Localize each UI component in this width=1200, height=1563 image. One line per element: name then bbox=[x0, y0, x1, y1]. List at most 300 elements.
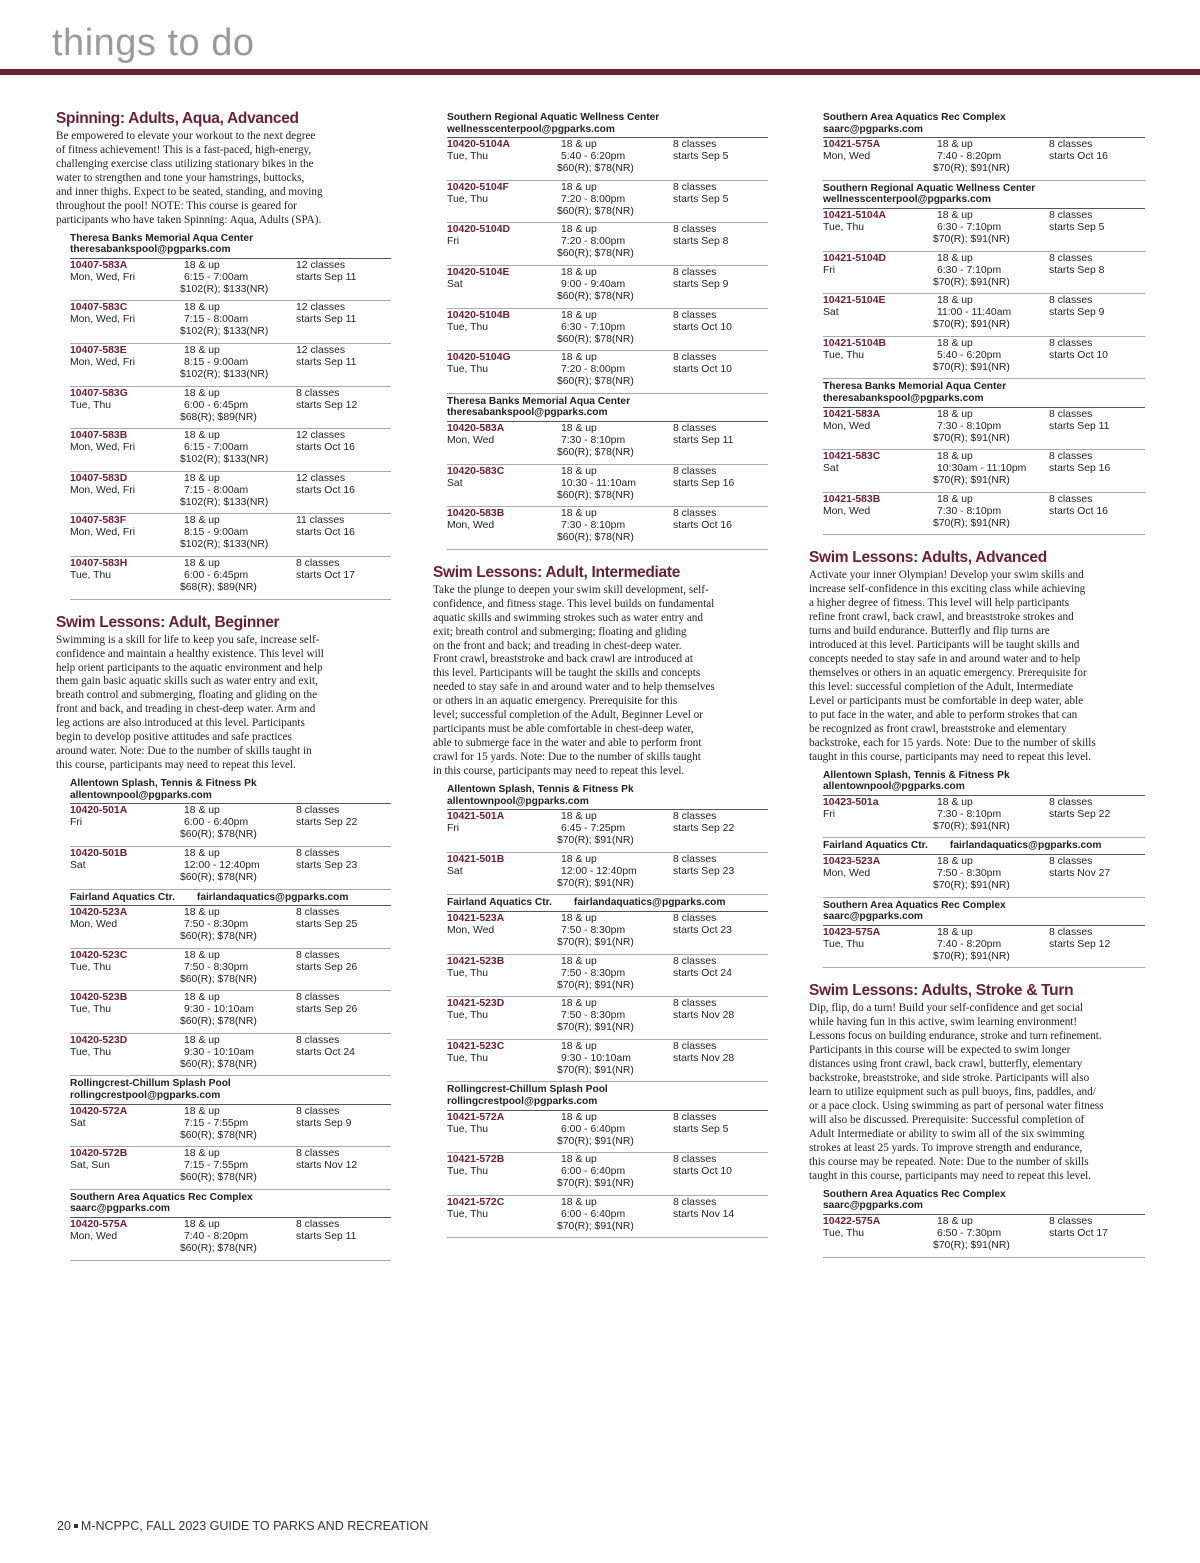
class-row bbox=[70, 472, 391, 515]
class-row bbox=[70, 1147, 391, 1190]
meeting-days: Fri bbox=[447, 236, 460, 248]
class-row bbox=[823, 138, 1145, 181]
class-row bbox=[70, 557, 391, 600]
meeting-days: Sat bbox=[447, 865, 463, 877]
meeting-days: Tue, Thu bbox=[447, 193, 489, 205]
venue-header bbox=[70, 1076, 391, 1104]
description-line: Dip, flip, do a turn! Build your self-confidence and get social bbox=[809, 1002, 1084, 1015]
description-line: or a pace clock. Using swimming as part of personal water fitness bbox=[809, 1100, 1104, 1113]
course-code: 10407-583G bbox=[70, 387, 128, 399]
course-code: 10420-572A bbox=[70, 1105, 128, 1117]
class-time: 12:00 - 12:40pm bbox=[184, 859, 260, 871]
class-count: 8 classes bbox=[1049, 796, 1093, 808]
class-row bbox=[447, 309, 768, 352]
age-range: 18 & up bbox=[184, 302, 220, 314]
class-time: 7:15 - 8:00am bbox=[184, 484, 249, 496]
start-date: starts Oct 16 bbox=[296, 484, 355, 496]
venue-name: Southern Regional Aquatic Wellness Center bbox=[447, 112, 660, 123]
meeting-days: Mon, Wed bbox=[447, 925, 495, 937]
venue-name: Southern Area Aquatics Rec Complex bbox=[823, 1188, 1006, 1200]
venue-name: Fairland Aquatics Ctr. bbox=[447, 897, 552, 909]
age-range: 18 & up bbox=[561, 181, 597, 193]
start-date: starts Sep 9 bbox=[296, 1117, 352, 1129]
venue-name: Fairland Aquatics Ctr. bbox=[823, 840, 928, 852]
class-row bbox=[823, 926, 1145, 969]
venue-email: fairlandaquatics@pgparks.com bbox=[573, 897, 726, 909]
age-range: 18 & up bbox=[184, 992, 220, 1004]
class-fee: $60(R); $78(NR) bbox=[180, 1058, 257, 1070]
course-code: 10407-583A bbox=[70, 259, 128, 271]
class-fee: $70(R); $91(NR) bbox=[933, 820, 1010, 832]
class-time: 6:00 - 6:40pm bbox=[561, 1166, 626, 1178]
venue-email: saarc@pgparks.com bbox=[823, 123, 923, 135]
course-code: 10423-501a bbox=[823, 796, 879, 808]
course-code: 10420-5104B bbox=[447, 309, 510, 321]
start-date: starts Sep 11 bbox=[296, 357, 357, 369]
start-date: starts Nov 14 bbox=[673, 1208, 735, 1220]
start-date: starts Sep 12 bbox=[1049, 938, 1111, 950]
class-count: 12 classes bbox=[296, 345, 346, 357]
description-line: increase self-confidence in this exciting class while achieving bbox=[809, 583, 1086, 596]
venue-name: Southern Area Aquatics Rec Complex bbox=[823, 899, 1006, 911]
venue-name: Fairland Aquatics Ctr. bbox=[70, 891, 175, 903]
age-range: 18 & up bbox=[561, 913, 597, 925]
course-title: Spinning: Adults, Aqua, Advanced bbox=[56, 110, 299, 127]
start-date: starts Sep 23 bbox=[673, 865, 735, 877]
age-range: 18 & up bbox=[937, 451, 973, 463]
venue-email: allentownpool@pgparks.com bbox=[70, 789, 212, 801]
meeting-days: Sat bbox=[447, 278, 463, 290]
course-code: 10407-583H bbox=[70, 558, 128, 570]
class-count: 8 classes bbox=[673, 139, 717, 151]
class-row bbox=[823, 408, 1145, 451]
meeting-days: Tue, Thu bbox=[447, 321, 489, 333]
class-time: 7:30 - 8:10pm bbox=[937, 420, 1002, 432]
description-line: confidence, and fitness stage. This level builds on fundamental bbox=[433, 597, 715, 610]
course-code: 10421-572C bbox=[447, 1196, 505, 1208]
class-fee: $70(R); $91(NR) bbox=[557, 1135, 634, 1147]
venue-schedule bbox=[447, 394, 768, 550]
age-range: 18 & up bbox=[937, 493, 973, 505]
course-code: 10420-523A bbox=[70, 907, 128, 919]
meeting-days: Sat bbox=[70, 859, 86, 871]
start-date: starts Sep 26 bbox=[296, 1004, 358, 1016]
venue-email: theresabankspool@pgparks.com bbox=[823, 392, 984, 404]
class-row bbox=[70, 387, 391, 430]
venue-name: Allentown Splash, Tennis & Fitness Pk bbox=[823, 769, 1010, 781]
course-code: 10420-583B bbox=[447, 508, 505, 520]
description-line: introduced at this level. Participants will be taught skills and bbox=[809, 639, 1080, 652]
venue-schedule bbox=[823, 379, 1145, 535]
meeting-days: Mon, Wed bbox=[447, 520, 495, 532]
class-fee: $102(R); $133(NR) bbox=[180, 496, 269, 508]
venue-email: theresabankspool@pgparks.com bbox=[447, 407, 608, 419]
course-code: 10421-523B bbox=[447, 955, 505, 967]
age-range: 18 & up bbox=[561, 1154, 597, 1166]
course-description bbox=[433, 584, 768, 779]
class-fee: $70(R); $91(NR) bbox=[557, 1022, 634, 1034]
age-range: 18 & up bbox=[561, 1196, 597, 1208]
description-line: begin to develop positive attitudes and safe practices bbox=[56, 731, 292, 744]
class-count: 8 classes bbox=[296, 847, 340, 859]
class-count: 8 classes bbox=[1049, 139, 1093, 151]
description-line: backstroke, breaststroke, and side stroke. Participants will also bbox=[809, 1072, 1090, 1085]
class-time: 6:30 - 7:10pm bbox=[561, 321, 626, 333]
description-line: distances using front crawl, back crawl, butterfly, elementary bbox=[809, 1058, 1083, 1071]
class-row bbox=[70, 847, 391, 890]
class-count: 8 classes bbox=[673, 1111, 717, 1123]
class-row bbox=[447, 1111, 768, 1154]
class-count: 8 classes bbox=[1049, 337, 1093, 349]
description-line: able to submerge face in the water and able to perform front bbox=[433, 737, 702, 750]
age-range: 18 & up bbox=[561, 224, 597, 236]
venue-schedule bbox=[823, 768, 1145, 839]
class-time: 6:00 - 6:40pm bbox=[561, 1123, 626, 1135]
class-row bbox=[70, 429, 391, 472]
venue-schedule bbox=[823, 181, 1145, 380]
venue-name: Allentown Splash, Tennis & Fitness Pk bbox=[447, 784, 634, 796]
class-time: 7:40 - 8:20pm bbox=[184, 1231, 249, 1243]
class-count: 8 classes bbox=[296, 1219, 340, 1231]
class-row bbox=[70, 906, 391, 949]
class-count: 8 classes bbox=[296, 907, 340, 919]
class-count: 12 classes bbox=[296, 302, 346, 314]
description-line: Level or participants must be comfortable in deep water, able bbox=[809, 694, 1084, 707]
course-code: 10407-583C bbox=[70, 302, 128, 314]
course-code: 10421-523C bbox=[447, 1040, 505, 1052]
class-count: 8 classes bbox=[1049, 295, 1093, 307]
meeting-days: Tue, Thu bbox=[447, 1166, 489, 1178]
description-line: turns and build endurance. Butterfly and flip turns are bbox=[809, 625, 1050, 638]
venue-name: Theresa Banks Memorial Aqua Center bbox=[447, 395, 631, 407]
class-fee: $70(R); $91(NR) bbox=[933, 163, 1010, 175]
class-row bbox=[447, 853, 768, 896]
class-row bbox=[70, 1034, 391, 1077]
class-count: 8 classes bbox=[296, 949, 340, 961]
class-count: 8 classes bbox=[673, 1040, 717, 1052]
venue-name: Allentown Splash, Tennis & Fitness Pk bbox=[70, 778, 257, 790]
course-code: 10407-583D bbox=[70, 472, 128, 484]
description-line: Swimming is a skill for life to keep you safe, increase self- bbox=[56, 633, 320, 646]
description-line: participants must be able comfortable in chest-deep water, bbox=[433, 723, 694, 736]
venue-email: saarc@pgparks.com bbox=[70, 1203, 170, 1215]
class-row bbox=[70, 1218, 391, 1261]
column-right bbox=[809, 110, 1145, 1258]
venue-header bbox=[823, 768, 1145, 796]
class-row bbox=[447, 997, 768, 1040]
meeting-days: Mon, Wed bbox=[823, 868, 871, 880]
class-fee: $60(R); $78(NR) bbox=[557, 333, 634, 345]
class-row bbox=[823, 337, 1145, 380]
meeting-days: Tue, Thu bbox=[447, 1052, 489, 1064]
description-line: breath control and submerging, floating and gliding on the bbox=[56, 689, 318, 702]
class-count: 8 classes bbox=[296, 1148, 340, 1160]
class-count: 8 classes bbox=[1049, 451, 1093, 463]
venue-header bbox=[70, 776, 391, 804]
course-code: 10423-523A bbox=[823, 856, 881, 868]
class-count: 8 classes bbox=[673, 1154, 717, 1166]
class-count: 8 classes bbox=[673, 508, 717, 520]
course-code: 10420-5104D bbox=[447, 224, 510, 236]
course-description bbox=[809, 569, 1145, 764]
class-fee: $60(R); $78(NR) bbox=[180, 1016, 257, 1028]
class-count: 12 classes bbox=[296, 430, 346, 442]
venue-schedule bbox=[823, 1187, 1145, 1258]
age-range: 18 & up bbox=[561, 853, 597, 865]
start-date: starts Sep 16 bbox=[673, 477, 735, 489]
class-fee: $70(R); $91(NR) bbox=[933, 475, 1010, 487]
class-row bbox=[823, 209, 1145, 252]
class-fee: $102(R); $133(NR) bbox=[180, 283, 269, 295]
class-row bbox=[447, 810, 768, 853]
class-fee: $70(R); $91(NR) bbox=[933, 950, 1010, 962]
description-line: concepts needed to stay safe in and around water and to help bbox=[809, 653, 1081, 666]
venue-email: rollingcrestpool@pgparks.com bbox=[70, 1090, 221, 1102]
class-time: 6:00 - 6:45pm bbox=[184, 399, 249, 411]
age-range: 18 & up bbox=[937, 337, 973, 349]
description-line: this level: successful completion of the Adult, Intermediate bbox=[809, 680, 1074, 693]
section-spacer bbox=[56, 600, 391, 614]
start-date: starts Oct 16 bbox=[1049, 505, 1108, 517]
age-range: 18 & up bbox=[561, 811, 597, 823]
class-fee: $60(R); $78(NR) bbox=[180, 931, 257, 943]
meeting-days: Mon, Wed bbox=[823, 151, 871, 163]
description-line: and inner thighs. Expect to be seated, standing, and moving bbox=[56, 185, 323, 198]
meeting-days: Tue, Thu bbox=[823, 938, 865, 950]
class-fee: $70(R); $91(NR) bbox=[557, 979, 634, 991]
class-count: 8 classes bbox=[296, 1034, 340, 1046]
class-time: 7:30 - 8:10pm bbox=[561, 434, 626, 446]
start-date: starts Sep 8 bbox=[673, 236, 729, 248]
class-time: 7:50 - 8:30pm bbox=[561, 925, 626, 937]
meeting-days: Mon, Wed bbox=[70, 919, 118, 931]
footer-text: M-NCPPC, FALL 2023 GUIDE TO PARKS AND RECREATION bbox=[80, 1519, 429, 1533]
venue-header bbox=[447, 782, 768, 810]
course-code: 10421-572A bbox=[447, 1111, 505, 1123]
age-range: 18 & up bbox=[561, 139, 597, 151]
age-range: 18 & up bbox=[561, 309, 597, 321]
start-date: starts Sep 22 bbox=[673, 823, 735, 835]
meeting-days: Fri bbox=[447, 823, 460, 835]
venue-email: theresabankspool@pgparks.com bbox=[70, 244, 231, 256]
class-fee: $102(R); $133(NR) bbox=[180, 454, 269, 466]
class-time: 6:00 - 6:45pm bbox=[184, 570, 249, 582]
venue-header bbox=[70, 231, 391, 259]
age-range: 18 & up bbox=[561, 1040, 597, 1052]
venue-header bbox=[823, 838, 1145, 855]
class-fee: $70(R); $91(NR) bbox=[933, 233, 1010, 245]
description-line: this level. Participants will be taught the skills and concepts bbox=[433, 667, 701, 680]
venue-header bbox=[447, 394, 768, 422]
class-fee: $70(R); $91(NR) bbox=[933, 1239, 1010, 1251]
venue-schedule bbox=[823, 110, 1145, 181]
course-code: 10420-501A bbox=[70, 805, 128, 817]
course-code: 10420-5104F bbox=[447, 181, 509, 193]
class-time: 9:30 - 10:10am bbox=[184, 1046, 254, 1058]
class-count: 8 classes bbox=[673, 309, 717, 321]
class-count: 8 classes bbox=[1049, 926, 1093, 938]
description-line: backstroke, each for 15 yards. Note: Due to the number of skills bbox=[809, 736, 1096, 749]
venue-header bbox=[70, 1190, 391, 1218]
course-code: 10421-501A bbox=[447, 811, 505, 823]
age-range: 18 & up bbox=[184, 558, 220, 570]
description-line: water to strengthen and tone your hamstrings, buttocks, bbox=[56, 171, 305, 184]
meeting-days: Tue, Thu bbox=[823, 221, 865, 233]
venue-schedule bbox=[447, 1082, 768, 1238]
class-fee: $60(R); $78(NR) bbox=[180, 1172, 257, 1184]
class-row bbox=[447, 223, 768, 266]
age-range: 18 & up bbox=[561, 508, 597, 520]
course-code: 10420-523D bbox=[70, 1034, 128, 1046]
class-count: 12 classes bbox=[296, 472, 346, 484]
class-fee: $70(R); $91(NR) bbox=[933, 276, 1010, 288]
class-time: 5:40 - 6:20pm bbox=[937, 349, 1002, 361]
venue-header bbox=[447, 1082, 768, 1110]
start-date: starts Oct 10 bbox=[673, 1166, 732, 1178]
venue-email: allentownpool@pgparks.com bbox=[823, 781, 965, 793]
class-count: 8 classes bbox=[673, 853, 717, 865]
course-title: Swim Lessons: Adult, Intermediate bbox=[433, 563, 681, 581]
class-time: 7:50 - 8:30pm bbox=[937, 868, 1002, 880]
venue-name: Southern Area Aquatics Rec Complex bbox=[70, 1191, 253, 1203]
age-range: 18 & up bbox=[937, 856, 973, 868]
class-time: 7:30 - 8:10pm bbox=[937, 808, 1002, 820]
class-fee: $102(R); $133(NR) bbox=[180, 539, 269, 551]
course-code: 10422-575A bbox=[823, 1215, 881, 1227]
venue-name: Southern Area Aquatics Rec Complex bbox=[823, 112, 1006, 123]
class-fee: $102(R); $133(NR) bbox=[180, 326, 269, 338]
page-section-title: things to do bbox=[52, 22, 255, 64]
description-line: Front crawl, breaststroke and back crawl are introduced at bbox=[433, 653, 694, 666]
meeting-days: Tue, Thu bbox=[70, 570, 112, 582]
class-count: 8 classes bbox=[673, 913, 717, 925]
class-fee: $70(R); $91(NR) bbox=[933, 319, 1010, 331]
age-range: 18 & up bbox=[184, 1034, 220, 1046]
age-range: 18 & up bbox=[184, 1148, 220, 1160]
class-time: 7:30 - 8:10pm bbox=[937, 505, 1002, 517]
meeting-days: Fri bbox=[70, 817, 83, 829]
start-date: starts Nov 27 bbox=[1049, 868, 1111, 880]
start-date: starts Sep 11 bbox=[673, 434, 734, 446]
footer-bullet bbox=[74, 1524, 78, 1528]
description-line: throughout the pool! NOTE: This course is geared for bbox=[56, 199, 297, 212]
description-line: leg actions are also introduced at this level. Participants bbox=[56, 717, 305, 730]
class-count: 8 classes bbox=[673, 352, 717, 364]
class-count: 8 classes bbox=[673, 955, 717, 967]
class-time: 7:30 - 8:10pm bbox=[561, 520, 626, 532]
class-row bbox=[447, 1040, 768, 1083]
age-range: 18 & up bbox=[184, 847, 220, 859]
start-date: starts Sep 9 bbox=[1049, 307, 1105, 319]
age-range: 18 & up bbox=[561, 352, 597, 364]
class-time: 6:00 - 6:40pm bbox=[184, 817, 249, 829]
start-date: starts Oct 17 bbox=[1049, 1227, 1108, 1239]
description-line: strokes at least 25 yards. To improve strength and endurance, bbox=[809, 1141, 1083, 1154]
start-date: starts Sep 8 bbox=[1049, 264, 1105, 276]
page-number: 20 bbox=[57, 1519, 71, 1533]
course-title: Swim Lessons: Adults, Advanced bbox=[809, 549, 1047, 567]
description-line: this course may be repeated. Note: Due to the number of skills bbox=[809, 1155, 1089, 1168]
course-code: 10421-5104B bbox=[823, 337, 886, 349]
start-date: starts Sep 23 bbox=[296, 859, 358, 871]
age-range: 18 & up bbox=[937, 408, 973, 420]
class-time: 6:30 - 7:10pm bbox=[937, 221, 1002, 233]
course-description bbox=[56, 634, 391, 774]
age-range: 18 & up bbox=[937, 139, 973, 151]
class-count: 11 classes bbox=[296, 515, 345, 527]
start-date: starts Oct 16 bbox=[296, 442, 355, 454]
course-code: 10421-5104A bbox=[823, 209, 886, 221]
start-date: starts Oct 10 bbox=[673, 321, 732, 333]
class-fee: $70(R); $91(NR) bbox=[933, 432, 1010, 444]
course-code: 10421-5104E bbox=[823, 295, 886, 307]
class-fee: $70(R); $91(NR) bbox=[557, 835, 634, 847]
start-date: starts Oct 24 bbox=[296, 1046, 355, 1058]
age-range: 18 & up bbox=[184, 805, 220, 817]
meeting-days: Mon, Wed, Fri bbox=[70, 442, 136, 454]
venue-header bbox=[823, 1187, 1145, 1215]
description-line: needed to stay safe in and around water and to help themselves bbox=[433, 681, 715, 694]
start-date: starts Sep 5 bbox=[673, 193, 729, 205]
column-left bbox=[56, 110, 391, 1261]
start-date: starts Oct 23 bbox=[673, 925, 732, 937]
description-line: a higher degree of fitness. This level will help participants bbox=[809, 597, 1070, 610]
class-time: 7:40 - 8:20pm bbox=[937, 151, 1002, 163]
class-count: 8 classes bbox=[296, 387, 340, 399]
class-fee: $70(R); $91(NR) bbox=[557, 937, 634, 949]
age-range: 18 & up bbox=[561, 266, 597, 278]
class-count: 8 classes bbox=[1049, 252, 1093, 264]
venue-email: wellnesscenterpool@pgparks.com bbox=[823, 194, 991, 206]
meeting-days: Tue, Thu bbox=[447, 1123, 489, 1135]
meeting-days: Fri bbox=[823, 808, 836, 820]
class-row bbox=[823, 1215, 1145, 1258]
class-count: 8 classes bbox=[673, 422, 717, 434]
meeting-days: Tue, Thu bbox=[447, 364, 489, 376]
class-time: 7:20 - 8:00pm bbox=[561, 236, 626, 248]
course-code: 10421-501B bbox=[447, 853, 505, 865]
class-fee: $60(R); $78(NR) bbox=[180, 871, 257, 883]
class-row bbox=[823, 450, 1145, 493]
age-range: 18 & up bbox=[184, 472, 220, 484]
class-time: 10:30am - 11:10pm bbox=[937, 463, 1027, 475]
venue-schedule bbox=[447, 782, 768, 895]
class-time: 5:40 - 6:20pm bbox=[561, 151, 626, 163]
class-fee: $70(R); $91(NR) bbox=[557, 1064, 634, 1076]
age-range: 18 & up bbox=[184, 1219, 220, 1231]
venue-header bbox=[447, 110, 768, 138]
venue-name: Theresa Banks Memorial Aqua Center bbox=[823, 381, 1007, 393]
class-row bbox=[447, 351, 768, 394]
meeting-days: Tue, Thu bbox=[70, 399, 112, 411]
class-count: 8 classes bbox=[296, 558, 340, 570]
course-code: 10420-575A bbox=[70, 1219, 128, 1231]
meeting-days: Sat bbox=[823, 307, 839, 319]
class-fee: $60(R); $78(NR) bbox=[557, 489, 634, 501]
description-line: themselves or others in an aquatic emergency. Prerequisite for bbox=[809, 666, 1087, 679]
venue-email: fairlandaquatics@pgparks.com bbox=[196, 891, 349, 903]
venue-name: Rollingcrest-Chillum Splash Pool bbox=[70, 1078, 231, 1090]
class-count: 8 classes bbox=[673, 181, 717, 193]
class-time: 6:45 - 7:25pm bbox=[561, 823, 626, 835]
page-footer bbox=[57, 1519, 428, 1533]
description-line: Adult Intermediate or ability to swim all of the six swimming bbox=[809, 1127, 1085, 1140]
venue-name: Southern Regional Aquatic Wellness Center bbox=[823, 182, 1036, 194]
course-title: Swim Lessons: Adults, Stroke & Turn bbox=[809, 982, 1074, 1000]
start-date: starts Nov 28 bbox=[673, 1052, 735, 1064]
class-row bbox=[70, 949, 391, 992]
meeting-days: Tue, Thu bbox=[823, 349, 865, 361]
